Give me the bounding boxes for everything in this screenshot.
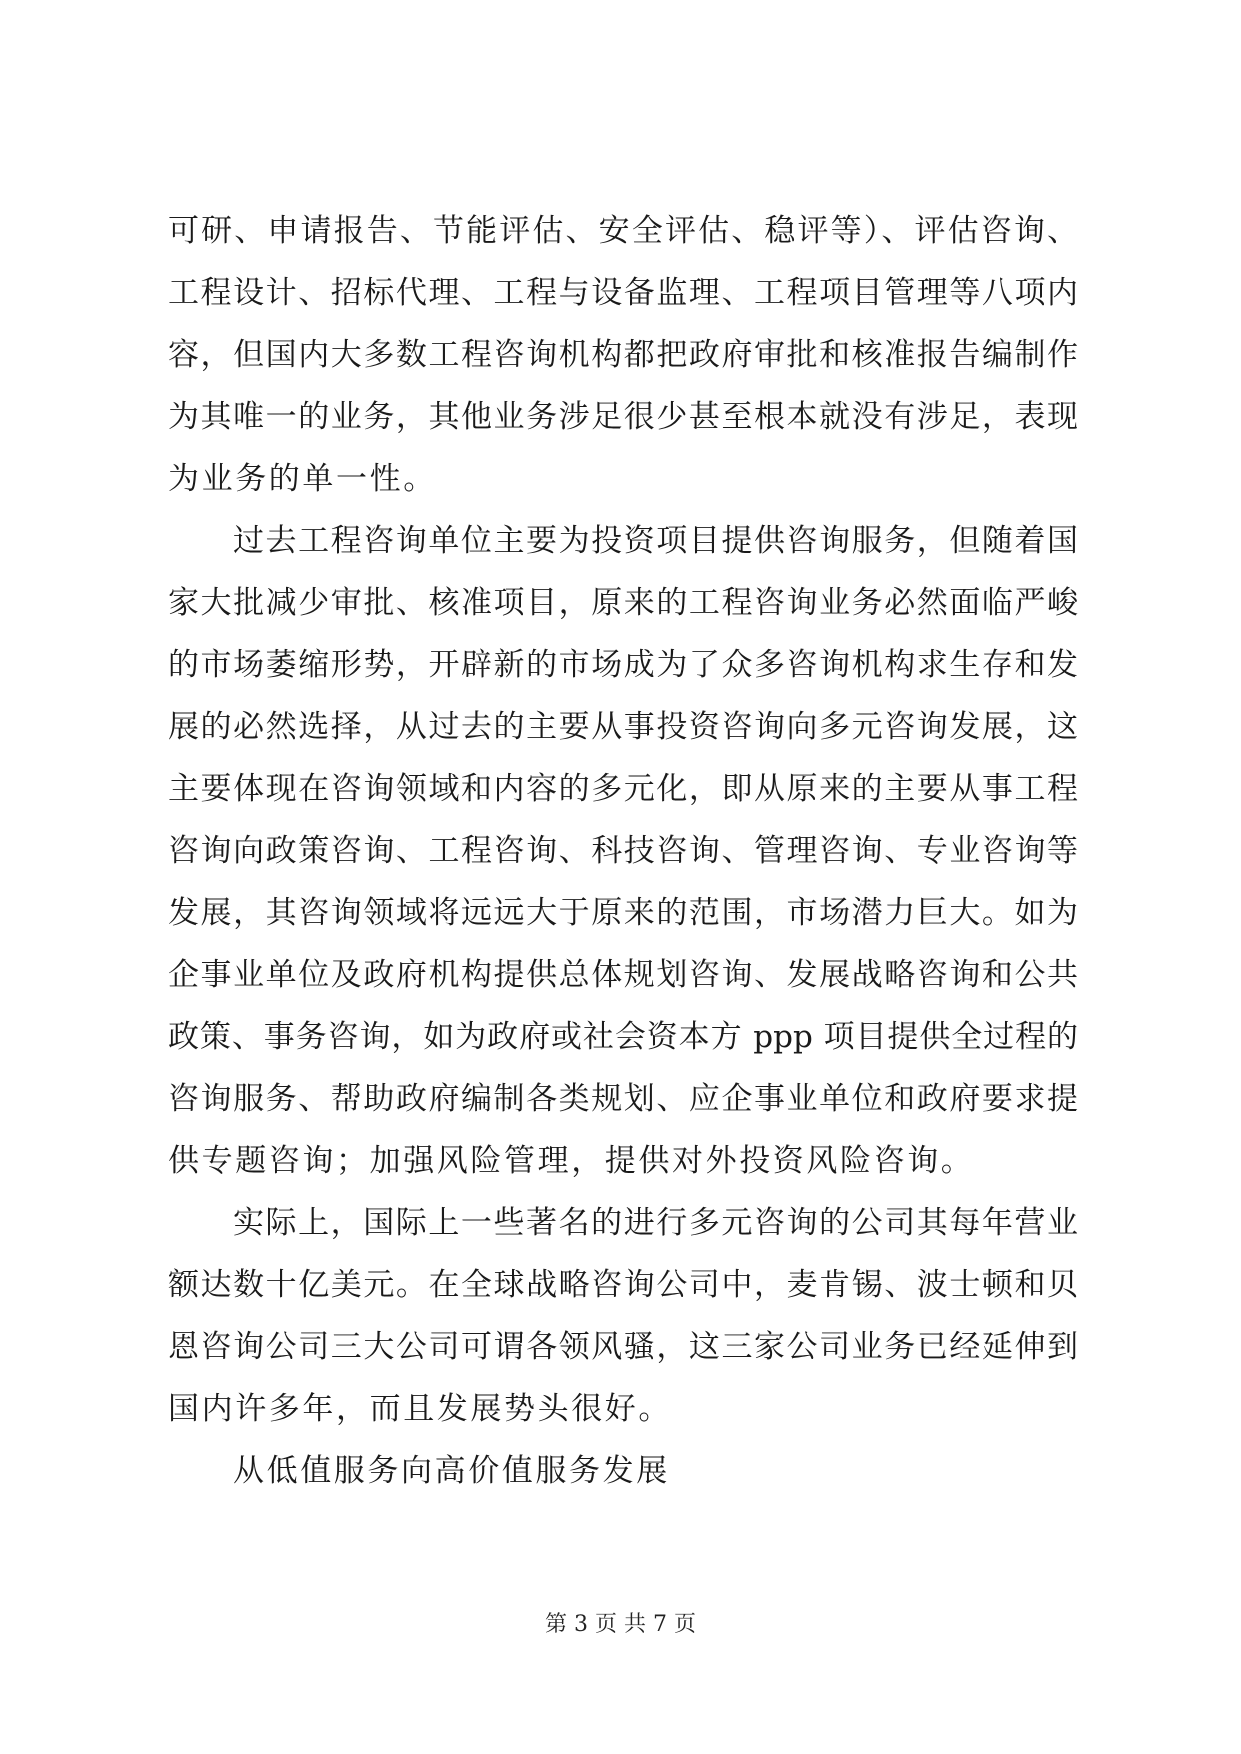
- text-line: 为其唯一的业务，其他业务涉足很少甚至根本就没有涉足，表现: [168, 399, 1078, 435]
- text-line: 可研、申请报告、节能评估、安全评估、稳评等）、评估咨询、: [168, 213, 1078, 249]
- text-line: 主要体现在咨询领域和内容的多元化，即从原来的主要从事工程: [168, 771, 1078, 807]
- text-line: 容，但国内大多数工程咨询机构都把政府审批和核准报告编制作: [168, 337, 1078, 373]
- text-line: 工程设计、招标代理、工程与设备监理、工程项目管理等八项内: [168, 275, 1078, 311]
- text-line: 为业务的单一性。: [168, 461, 437, 497]
- text-line: 国内许多年，而且发展势头很好。: [168, 1391, 672, 1427]
- text-line: 咨询服务、帮助政府编制各类规划、应企事业单位和政府要求提: [168, 1081, 1078, 1117]
- text-line: 额达数十亿美元。在全球战略咨询公司中，麦肯锡、波士顿和贝: [168, 1267, 1078, 1303]
- paragraph-first-line: 实际上，国际上一些著名的进行多元咨询的公司其每年营业: [233, 1205, 1078, 1241]
- text-line: 供专题咨询；加强风险管理，提供对外投资风险咨询。: [168, 1143, 975, 1179]
- text-line: 展的必然选择，从过去的主要从事投资咨询向多元咨询发展，这: [168, 709, 1078, 745]
- text-line: 咨询向政策咨询、工程咨询、科技咨询、管理咨询、专业咨询等: [168, 833, 1078, 869]
- paragraph-first-line: 过去工程咨询单位主要为投资项目提供咨询服务，但随着国: [233, 523, 1078, 559]
- text-line: 家大批减少审批、核准项目，原来的工程咨询业务必然面临严峻: [168, 585, 1078, 621]
- body-text: [168, 200, 1078, 1502]
- text-line: 发展，其咨询领域将远远大于原来的范围，市场潜力巨大。如为: [168, 895, 1078, 931]
- text-line: 政策、事务咨询，如为政府或社会资本方 ppp 项目提供全过程的: [168, 1019, 1078, 1055]
- text-line: 恩咨询公司三大公司可谓各领风骚，这三家公司业务已经延伸到: [168, 1329, 1078, 1365]
- text-line: 企事业单位及政府机构提供总体规划咨询、发展战略咨询和公共: [168, 957, 1078, 993]
- page-number-footer: 第 3 页 共 7 页: [545, 1612, 696, 1637]
- text-line: 的市场萎缩形势，开辟新的市场成为了众多咨询机构求生存和发: [168, 647, 1078, 683]
- section-heading: 从低值服务向高价值服务发展: [233, 1453, 670, 1489]
